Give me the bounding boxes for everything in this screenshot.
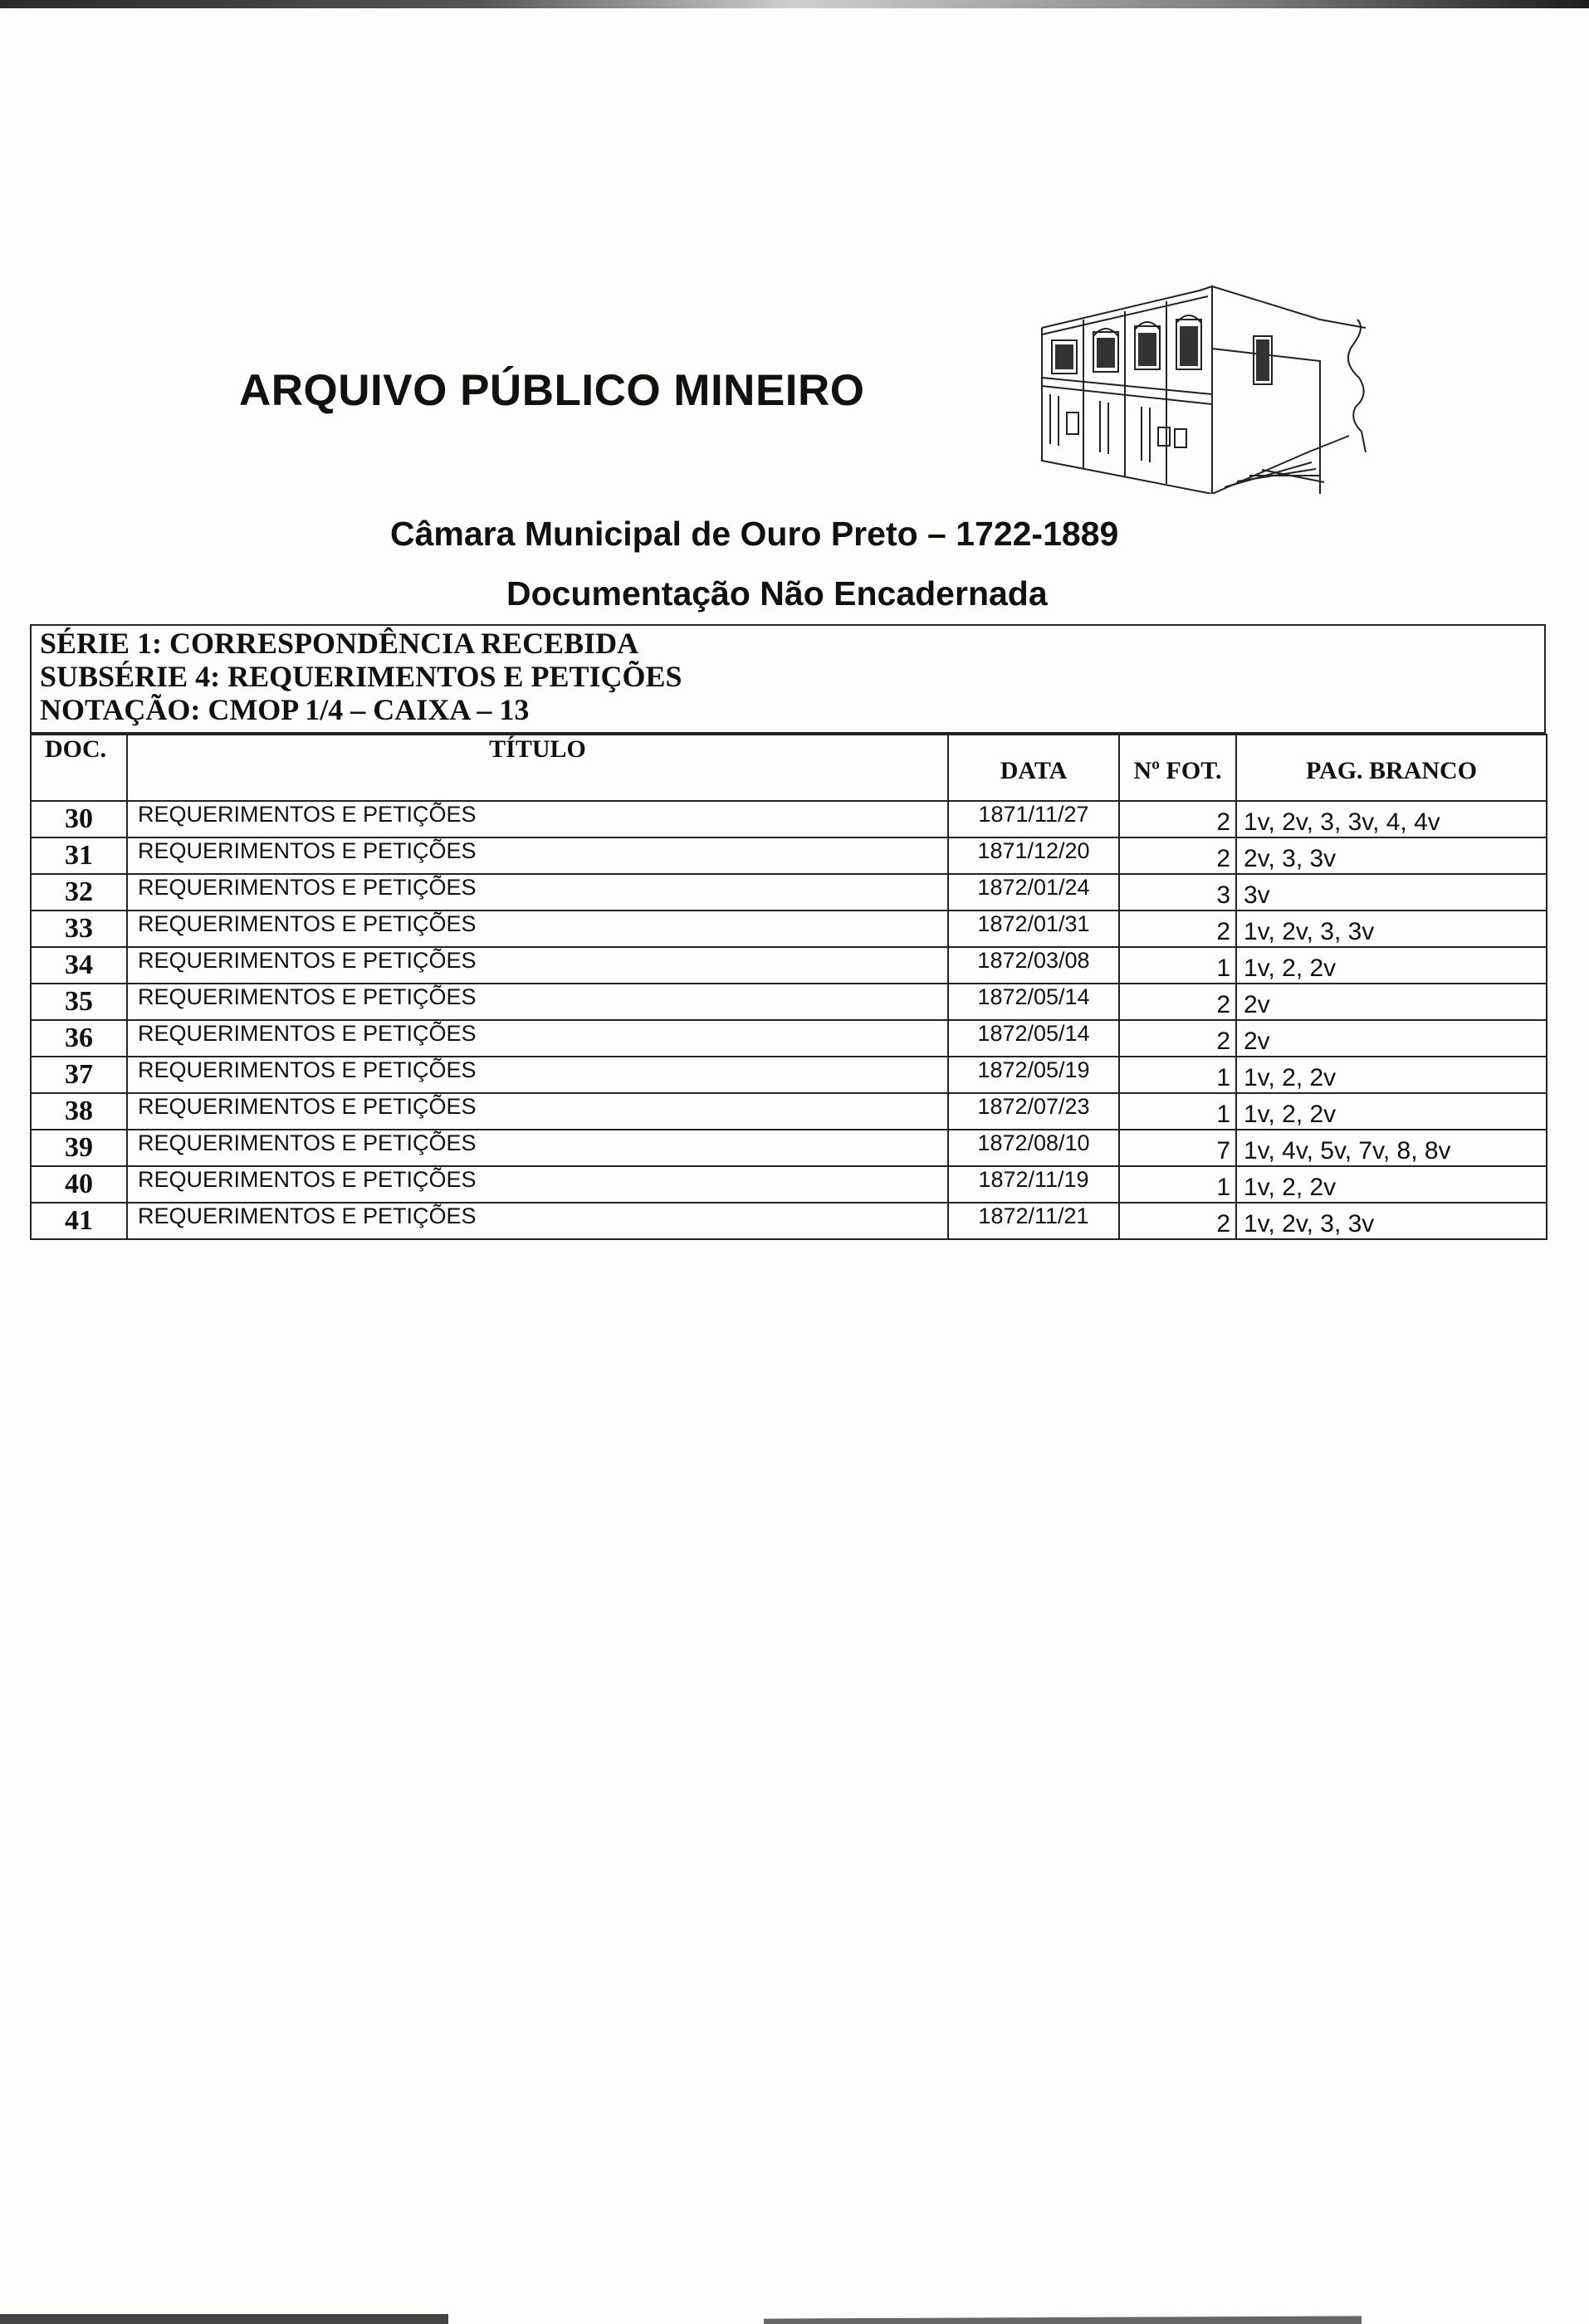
org-title: ARQUIVO PÚBLICO MINEIRO [239, 366, 865, 415]
cell-doc: 38 [31, 1093, 127, 1130]
cell-doc: 33 [31, 911, 127, 947]
cell-fot: 1 [1119, 1093, 1236, 1130]
cell-fot: 2 [1119, 984, 1236, 1020]
cell-doc: 37 [31, 1057, 127, 1093]
document-collection-title: Documentação Não Encadernada [506, 574, 1048, 613]
cell-doc: 36 [31, 1020, 127, 1057]
cell-pag-branco: 1v, 2, 2v [1236, 947, 1547, 984]
cell-titulo: REQUERIMENTOS E PETIÇÕES [127, 1020, 948, 1057]
cell-doc: 40 [31, 1166, 127, 1203]
table-row [31, 801, 1547, 837]
serie-label: SÉRIE 1: CORRESPONDÊNCIA RECEBIDA [40, 627, 639, 660]
cell-pag-branco: 1v, 2v, 3, 3v [1236, 1203, 1547, 1239]
table-row [31, 1057, 1547, 1093]
cell-pag-branco: 1v, 2v, 3, 3v, 4, 4v [1236, 801, 1547, 837]
table-row [31, 984, 1547, 1020]
cell-titulo: REQUERIMENTOS E PETIÇÕES [127, 1166, 948, 1203]
cell-pag-branco: 2v [1236, 984, 1547, 1020]
subserie-label: SUBSÉRIE 4: REQUERIMENTOS E PETIÇÕES [40, 660, 682, 693]
table-row [31, 874, 1547, 911]
cell-pag-branco: 1v, 2, 2v [1236, 1166, 1547, 1203]
cell-fot: 2 [1119, 1020, 1236, 1057]
cell-pag-branco: 1v, 2v, 3, 3v [1236, 911, 1547, 947]
cell-fot: 1 [1119, 1057, 1236, 1093]
cell-titulo: REQUERIMENTOS E PETIÇÕES [127, 874, 948, 911]
cell-doc: 34 [31, 947, 127, 984]
cell-pag-branco: 2v, 3, 3v [1236, 837, 1547, 874]
cell-pag-branco: 1v, 2, 2v [1236, 1057, 1547, 1093]
cell-data: 1872/05/14 [948, 1020, 1119, 1057]
header-fot: Nº FOT. [1119, 735, 1236, 801]
cell-titulo: REQUERIMENTOS E PETIÇÕES [127, 1093, 948, 1130]
document-subtitle: Câmara Municipal de Ouro Preto – 1722-1889 [390, 515, 1119, 553]
cell-pag-branco: 2v [1236, 1020, 1547, 1057]
cell-fot: 2 [1119, 911, 1236, 947]
cell-data: 1872/05/19 [948, 1057, 1119, 1093]
cell-data: 1871/12/20 [948, 837, 1119, 874]
table-row [31, 837, 1547, 874]
cell-data: 1872/03/08 [948, 947, 1119, 984]
cell-data: 1872/05/14 [948, 984, 1119, 1020]
scan-edge-top [0, 0, 1589, 8]
scan-edge-bottom-right [764, 2311, 1362, 2324]
cell-doc: 41 [31, 1203, 127, 1239]
cell-titulo: REQUERIMENTOS E PETIÇÕES [127, 837, 948, 874]
cell-titulo: REQUERIMENTOS E PETIÇÕES [127, 1057, 948, 1093]
table-header-row [31, 735, 1547, 801]
colonial-building-icon [1034, 270, 1370, 494]
header-titulo: TÍTULO [127, 735, 948, 801]
cell-titulo: REQUERIMENTOS E PETIÇÕES [127, 1130, 948, 1166]
cell-doc: 32 [31, 874, 127, 911]
table-row [31, 1166, 1547, 1203]
cell-data: 1872/11/19 [948, 1166, 1119, 1203]
notation-box [30, 624, 1546, 734]
cell-doc: 31 [31, 837, 127, 874]
cell-doc: 30 [31, 801, 127, 837]
scan-edge-bottom-left [0, 2307, 448, 2324]
cell-data: 1872/01/24 [948, 874, 1119, 911]
table-row [31, 1130, 1547, 1166]
cell-fot: 2 [1119, 837, 1236, 874]
header-pag-branco: PAG. BRANCO [1236, 735, 1547, 801]
cell-titulo: REQUERIMENTOS E PETIÇÕES [127, 1203, 948, 1239]
cell-titulo: REQUERIMENTOS E PETIÇÕES [127, 801, 948, 837]
cell-data: 1872/08/10 [948, 1130, 1119, 1166]
cell-data: 1872/11/21 [948, 1203, 1119, 1239]
table-row [31, 911, 1547, 947]
cell-fot: 1 [1119, 1166, 1236, 1203]
cell-data: 1872/07/23 [948, 1093, 1119, 1130]
header-doc: DOC. [31, 735, 127, 801]
cell-pag-branco: 1v, 2, 2v [1236, 1093, 1547, 1130]
cell-pag-branco: 1v, 4v, 5v, 7v, 8, 8v [1236, 1130, 1547, 1166]
cell-fot: 2 [1119, 1203, 1236, 1239]
header-data: DATA [948, 735, 1119, 801]
document-inventory-table [30, 734, 1547, 1240]
cell-fot: 2 [1119, 801, 1236, 837]
cell-fot: 3 [1119, 874, 1236, 911]
notacao-label: NOTAÇÃO: CMOP 1/4 – CAIXA – 13 [40, 693, 530, 726]
cell-doc: 39 [31, 1130, 127, 1166]
table-row [31, 1203, 1547, 1239]
table-row [31, 1020, 1547, 1057]
cell-data: 1871/11/27 [948, 801, 1119, 837]
cell-titulo: REQUERIMENTOS E PETIÇÕES [127, 947, 948, 984]
table-row [31, 947, 1547, 984]
cell-fot: 7 [1119, 1130, 1236, 1166]
cell-doc: 35 [31, 984, 127, 1020]
table-row [31, 1093, 1547, 1130]
cell-data: 1872/01/31 [948, 911, 1119, 947]
cell-pag-branco: 3v [1236, 874, 1547, 911]
cell-fot: 1 [1119, 947, 1236, 984]
cell-titulo: REQUERIMENTOS E PETIÇÕES [127, 911, 948, 947]
cell-titulo: REQUERIMENTOS E PETIÇÕES [127, 984, 948, 1020]
